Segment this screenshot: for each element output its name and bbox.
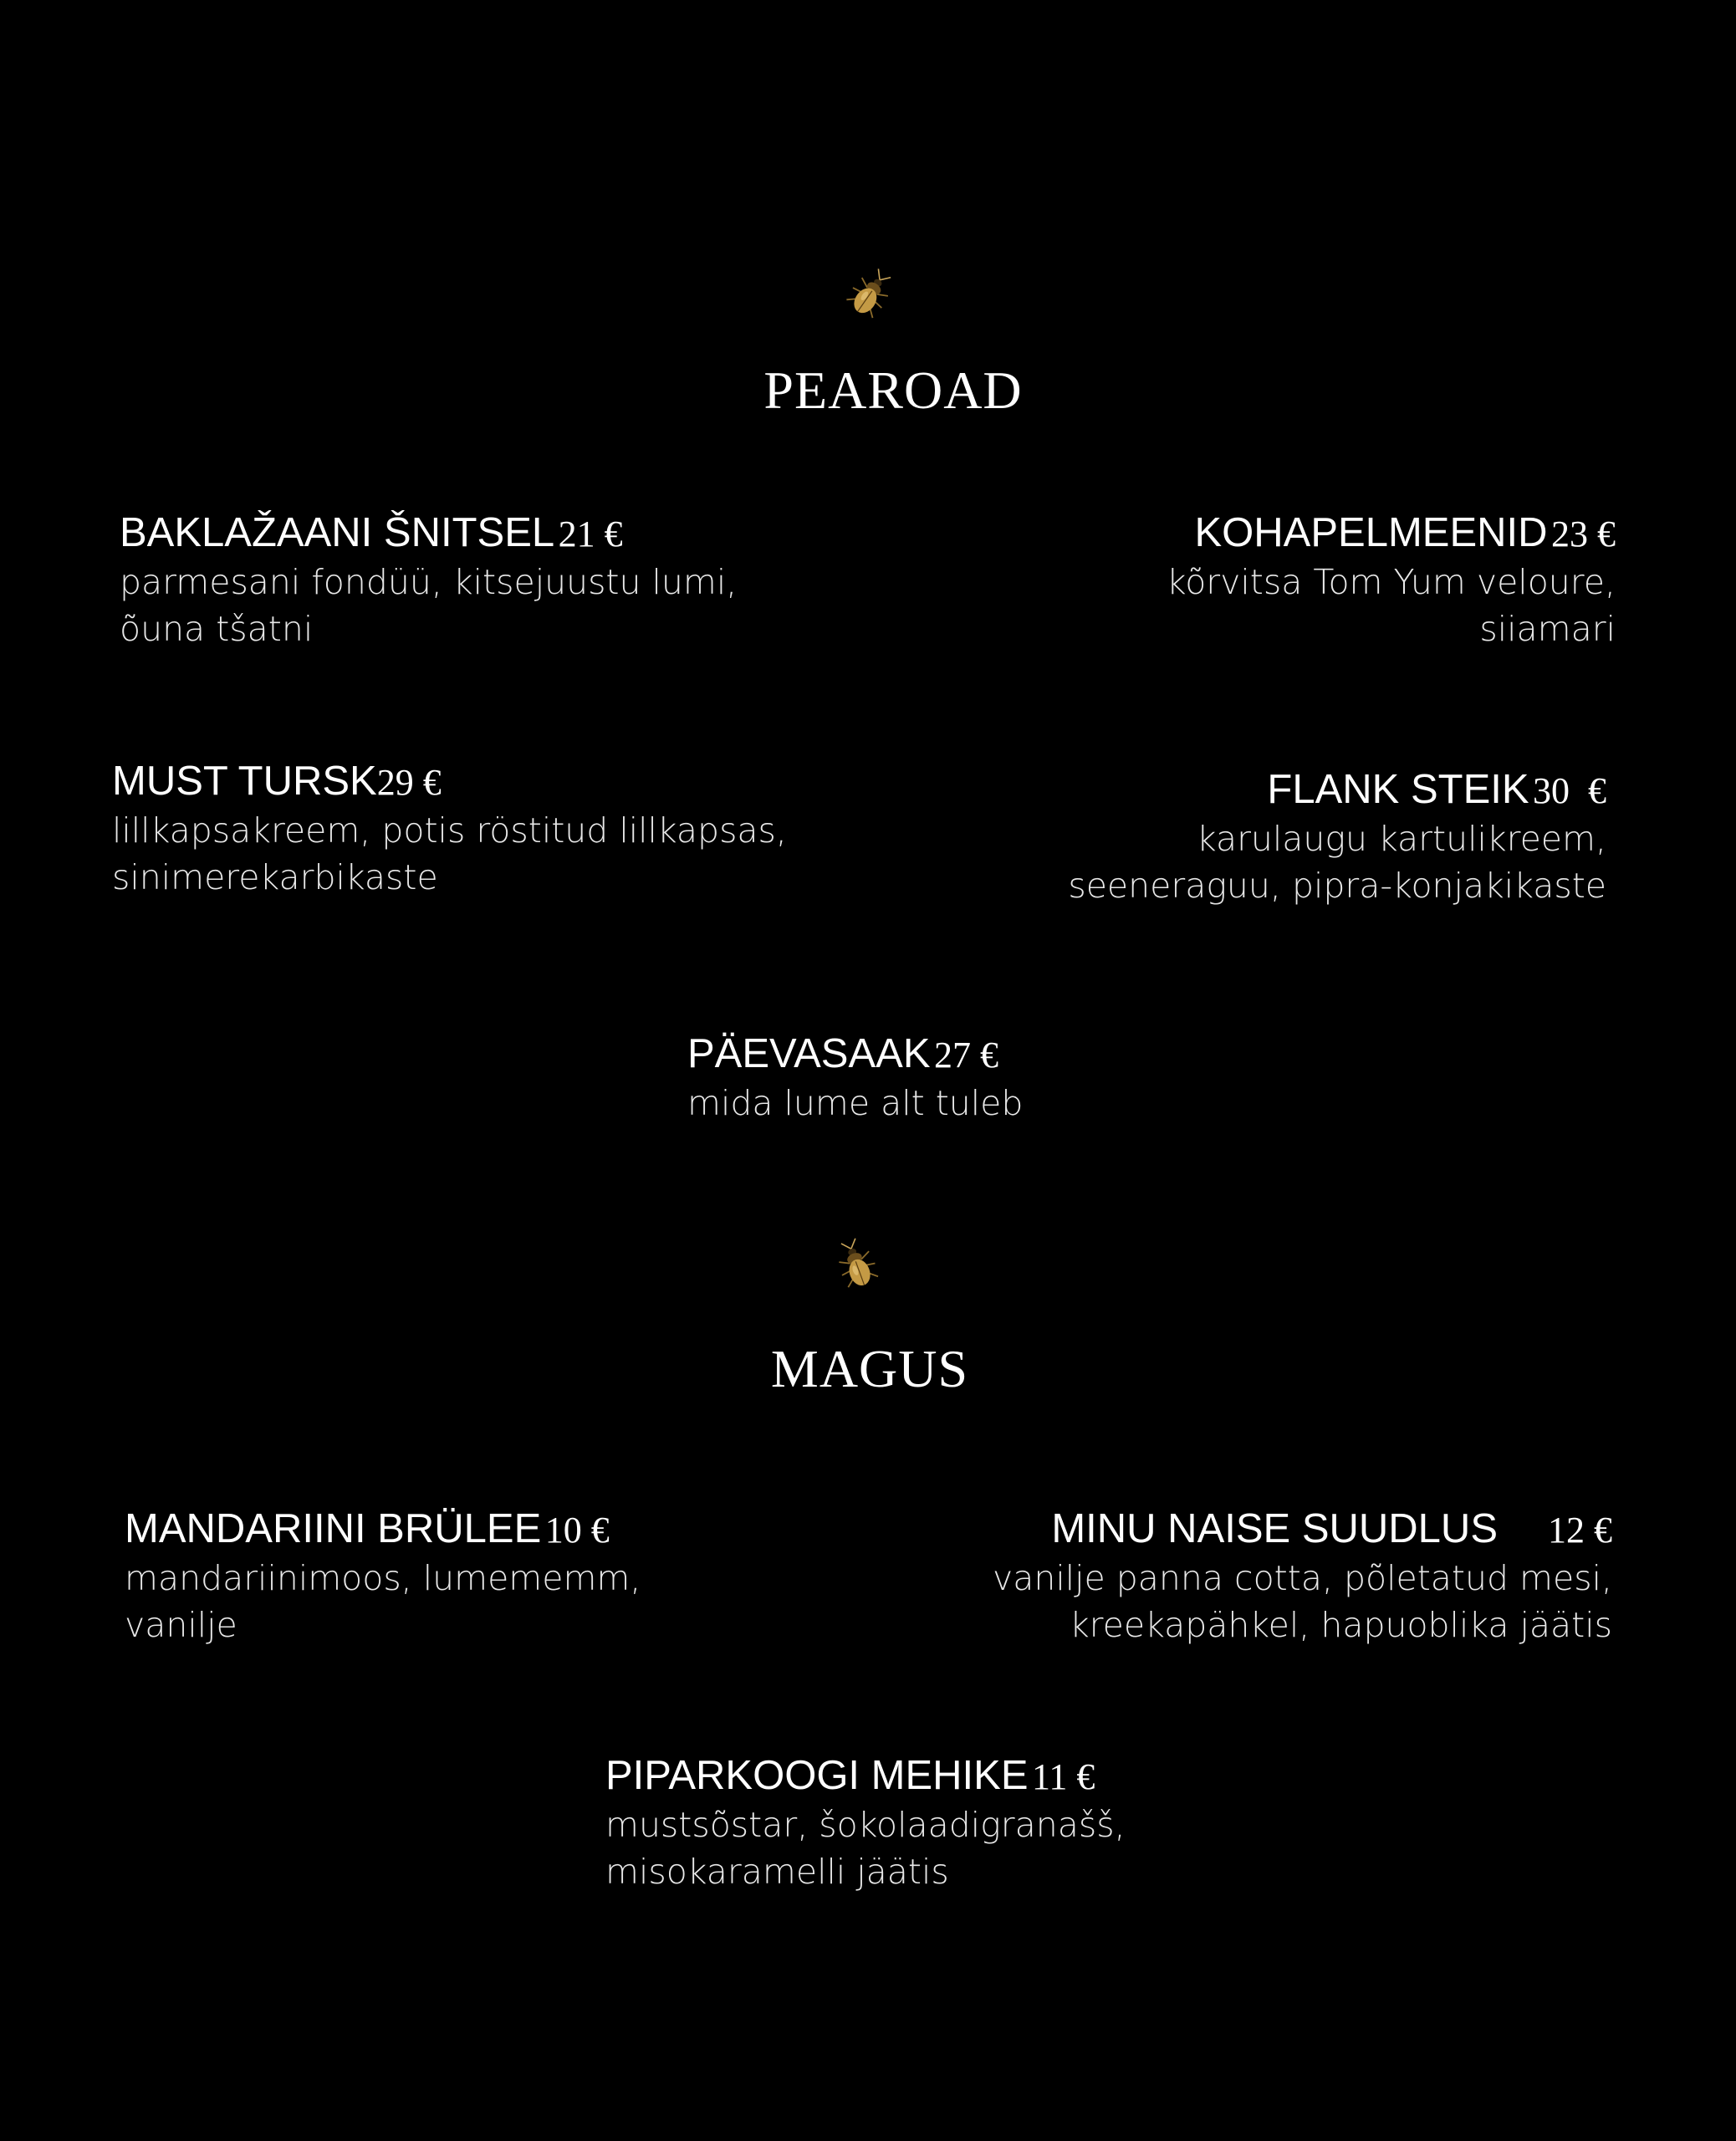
item-price: 12 € bbox=[1548, 1510, 1612, 1551]
item-description-line: sinimerekarbikaste bbox=[112, 857, 438, 897]
item-description-line: õuna tšatni bbox=[120, 609, 314, 649]
item-price: 29 € bbox=[376, 762, 442, 803]
menu-item-baklazaani-snitsel bbox=[120, 507, 737, 652]
item-description-line: kõrvitsa Tom Yum veloure, bbox=[1166, 562, 1616, 602]
item-description-line: vanilje bbox=[125, 1605, 237, 1645]
item-description-line: seeneraguu, pipra-konjakikaste bbox=[1068, 866, 1606, 906]
menu-item-minu-naise-suudlus bbox=[993, 1503, 1612, 1648]
item-price: 30 € bbox=[1533, 770, 1606, 811]
item-description-line: karulaugu kartulikreem, bbox=[1196, 819, 1606, 859]
menu-item-paevasaak bbox=[687, 1028, 1023, 1127]
item-price: 11 € bbox=[1031, 1756, 1095, 1797]
item-name: PIPARKOOGI MEHIKE bbox=[605, 1753, 1029, 1798]
menu-item-mandariini-brulee bbox=[125, 1503, 641, 1648]
beetle-icon bbox=[840, 265, 899, 324]
item-description-line: kreekapähkel, hapuoblika jäätis bbox=[1069, 1605, 1612, 1645]
section-title-magus: MAGUS bbox=[770, 1339, 969, 1398]
section-title-pearoad: PEAROAD bbox=[763, 360, 1023, 420]
item-price: 21 € bbox=[558, 514, 623, 554]
menu-item-kohapelmeenid bbox=[1167, 507, 1616, 652]
item-name: BAKLAŽAANI ŠNITSEL bbox=[120, 510, 555, 555]
item-description-line: parmesani fondüü, kitsejuustu lumi, bbox=[120, 562, 738, 602]
item-description-line: mustsõstar, šokolaadigranašš, bbox=[605, 1805, 1126, 1845]
item-description-line: mida lume alt tuleb bbox=[687, 1083, 1024, 1123]
item-name: PÄEVASAAK bbox=[687, 1031, 931, 1076]
item-name: KOHAPELMEENID bbox=[1194, 510, 1548, 555]
item-price: 10 € bbox=[544, 1510, 610, 1551]
menu-item-flank-steik bbox=[1068, 764, 1606, 909]
item-price: 23 € bbox=[1551, 514, 1616, 554]
menu-item-must-tursk bbox=[112, 755, 787, 901]
item-description-line: vanilje panna cotta, põletatud mesi, bbox=[992, 1558, 1612, 1598]
item-description-line: mandariinimoos, lumememm, bbox=[125, 1558, 641, 1598]
item-name: MUST TURSK bbox=[112, 759, 377, 804]
item-description-line: lillkapsakreem, potis röstitud lillkapsas, bbox=[112, 810, 787, 851]
item-description-line: siiamari bbox=[1479, 609, 1616, 649]
item-name: MANDARIINI BRÜLEE bbox=[125, 1506, 542, 1551]
item-name: MINU NAISE SUUDLUS bbox=[1051, 1506, 1498, 1551]
item-name: FLANK STEIK bbox=[1267, 767, 1529, 812]
menu-item-piparkoogi-mehike bbox=[605, 1750, 1126, 1895]
item-description-line: misokaramelli jäätis bbox=[605, 1852, 949, 1892]
item-price: 27 € bbox=[933, 1035, 998, 1076]
beetle-icon bbox=[828, 1236, 886, 1295]
